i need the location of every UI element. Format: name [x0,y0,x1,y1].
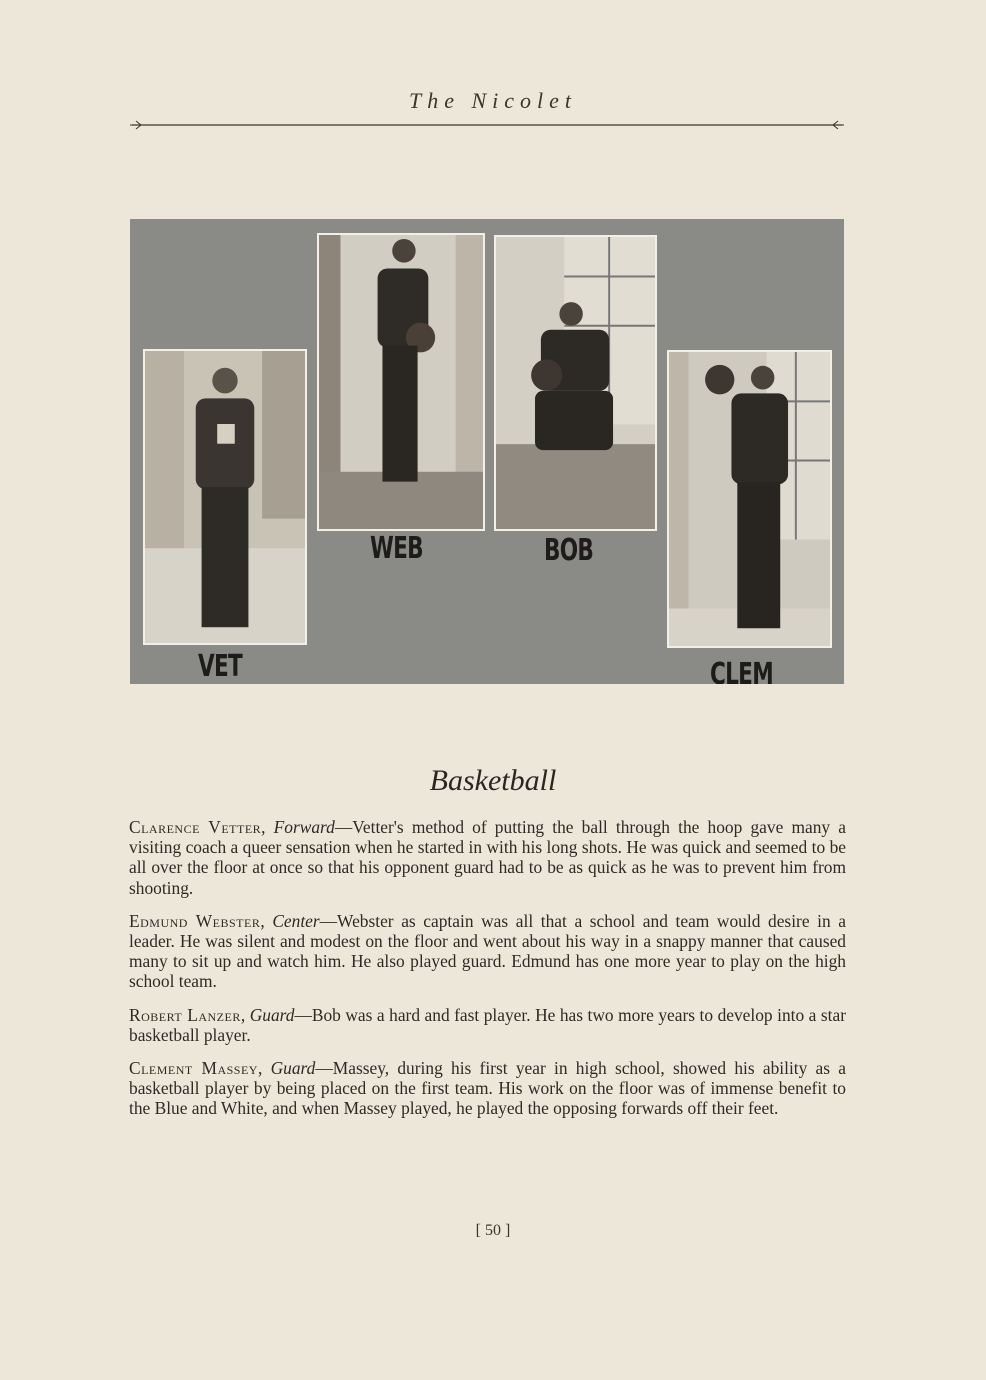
photo-caption-web: WEB [370,531,423,566]
article-body [129,817,846,1132]
player-name: Clement Massey [129,1058,258,1079]
team-photo-panel [130,219,844,684]
player-name: Edmund Webster [129,910,261,931]
player-position: Center [272,910,320,931]
player-paragraph-webster: Edmund Webster, Center—Webster as captain was all that a school and team would desire in a leader. He was silent and modest on the floor and went about his way in a snappy manner that caused many to sit up and watch him. He also played guard. Edmund has one more year to play on the high school team. [129,910,846,992]
player-photo-vet [143,349,307,645]
player-name: Robert Lanzer [129,1004,241,1025]
player-description: —Webster as captain was all that a school and team would desire in a leader. He was silent and modest on the floor and went about his way in a snappy manner that caused many to sit up and watch him. He also played guard. Edmund has one more year to play on the high school team. [129,910,846,992]
photo-caption-clem: CLEM [710,657,773,684]
player-paragraph-lanzer: Robert Lanzer, Guard—Bob was a hard and fast player. He has two more years to develop into a star basketball player. [129,1004,846,1045]
player-paragraph-massey: Clement Massey, Guard—Massey, during his first year in high school, showed his ability as a basketball player by being placed on the first team. His work on the floor was of immense benefit to the Blue and White, and when Massey played, he played the opposing forwards off their feet. [129,1058,847,1119]
photo-caption-vet: VET [198,649,243,684]
player-paragraph-vetter: Clarence Vetter, Forward—Vetter's method of putting the ball through the hoop gave many a visiting coach a queer sensation when he started in with his long shots. He was quick and seemed to be all over the floor at once so that his opponent guard had to be as quick as he was to prevent him from shooting. [129,817,846,898]
header-rule-ornament [128,118,846,132]
player-description: —Massey, during his first year in high school, showed his ability as a basketball player by being placed on the first team. His work on the floor was of immense benefit to the Blue and White, and when Massey played, he played the opposing forwards off their feet. [129,1058,847,1119]
player-position: Guard [249,1004,295,1025]
player-position: Forward [273,817,335,837]
page-number: [ 50 ] [475,1222,511,1239]
player-photo-web [317,233,485,531]
running-header: The Nicolet [408,88,578,113]
player-name: Clarence Vetter [129,817,262,837]
player-position: Guard [270,1058,316,1079]
photo-caption-bob: BOB [544,533,594,568]
player-photo-clem [667,350,832,648]
section-title: Basketball [429,764,557,797]
player-description: —Bob was a hard and fast player. He has two more years to develop into a star basketball player. [129,1004,846,1045]
player-description: —Vetter's method of putting the ball through the hoop gave many a visiting coach a queer sensation when he started in with his long shots. He was quick and seemed to be all over the floor at once so that his opponent guard had to be as quick as he was to prevent him from shooting. [129,817,846,898]
player-photo-bob [494,235,657,531]
